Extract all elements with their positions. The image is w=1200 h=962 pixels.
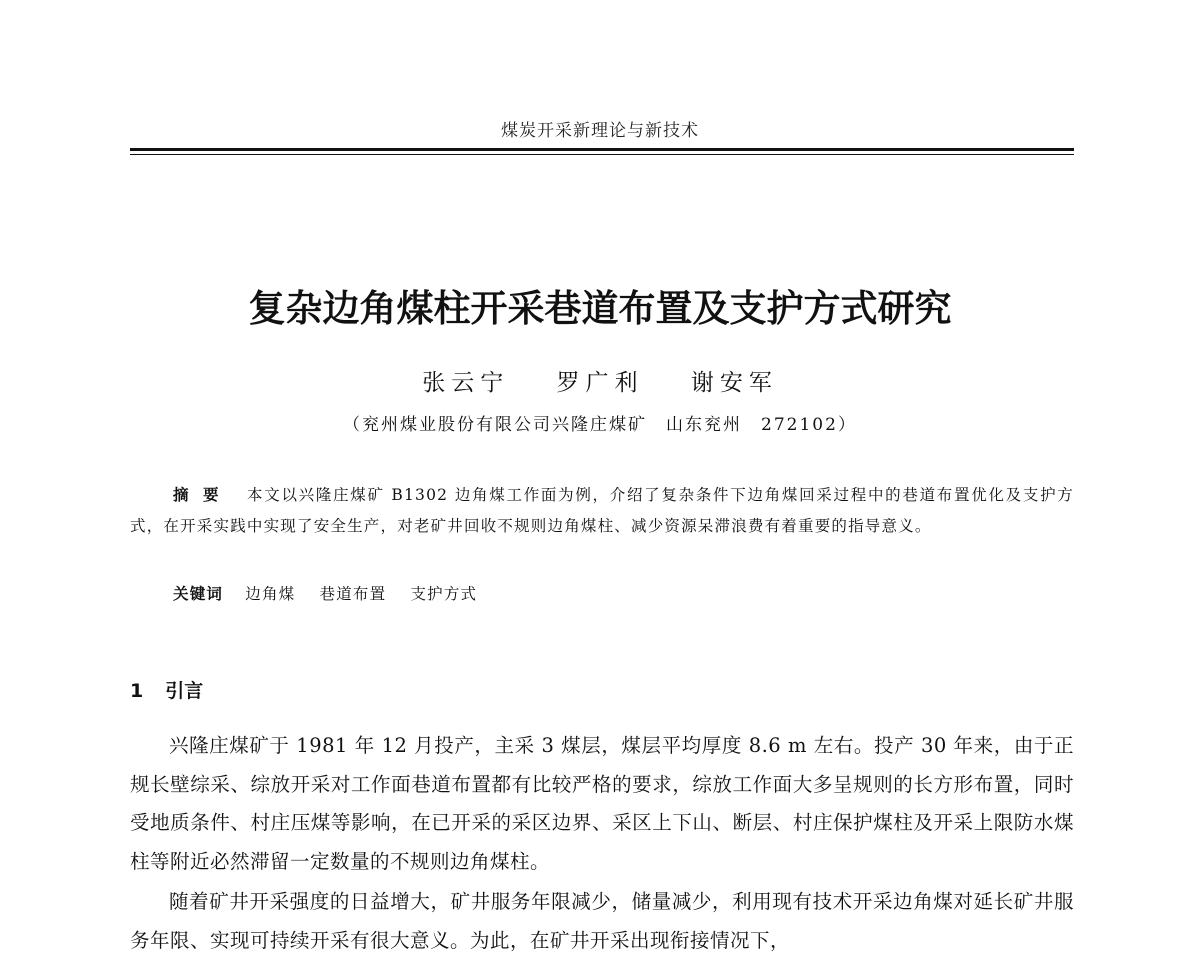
header-rule-thin xyxy=(130,154,1074,155)
author-name: 张云宁 xyxy=(422,370,510,396)
abstract xyxy=(130,480,1074,542)
abstract-label: 摘要 xyxy=(173,486,234,504)
section-number: 1 xyxy=(130,680,144,702)
body-paragraph: 兴隆庄煤矿于 1981 年 12 月投产，主采 3 煤层，煤层平均厚度 8.6 m 左右。投产 30 年来，由于正规长壁综采、综放开采对工作面巷道布置都有比较严格的要求，综放工作面大多呈规则的长方形布置，同时受地质条件、村庄压煤等影响，在已开采的采区边界、采区上下山、断层、村庄保护煤柱及开采上限防水煤柱等附近必然滞留一定数量的不规则边角煤柱。 xyxy=(130,734,1074,873)
author-affiliation: （兖州煤业股份有限公司兴隆庄煤矿 山东兖州 272102） xyxy=(343,415,857,435)
header-rule-thick xyxy=(130,148,1074,151)
author-name: 罗广利 xyxy=(556,370,644,396)
body-paragraph: 随着矿井开采强度的日益增大，矿井服务年限减少，储量减少，利用现有技术开采边角煤对延长矿井服务年限、实现可持续开采有很大意义。为此，在矿井开采出现衔接情况下， xyxy=(130,890,1074,952)
section-body xyxy=(130,727,1074,962)
article-title: 复杂边角煤柱开采巷道布置及支护方式研究 xyxy=(248,287,952,330)
keywords-label: 关键词 xyxy=(173,585,224,603)
abstract-text: 本文以兴隆庄煤矿 B1302 边角煤工作面为例，介绍了复杂条件下边角煤回采过程中的巷道布置优化及支护方式，在开采实践中实现了安全生产，对老矿井回收不规则边角煤柱、减少资源呆滞浪费有着重要的指导意义。 xyxy=(130,486,1074,535)
keywords xyxy=(173,582,495,604)
author-list xyxy=(0,364,1200,397)
keyword-item: 巷道布置 xyxy=(319,585,387,603)
section-title: 引言 xyxy=(165,680,204,702)
keyword-item: 支护方式 xyxy=(410,585,478,603)
running-head: 煤炭开采新理论与新技术 xyxy=(501,121,699,141)
author-name: 谢安军 xyxy=(690,370,778,396)
section-heading xyxy=(130,676,203,703)
keyword-item: 边角煤 xyxy=(245,585,296,603)
